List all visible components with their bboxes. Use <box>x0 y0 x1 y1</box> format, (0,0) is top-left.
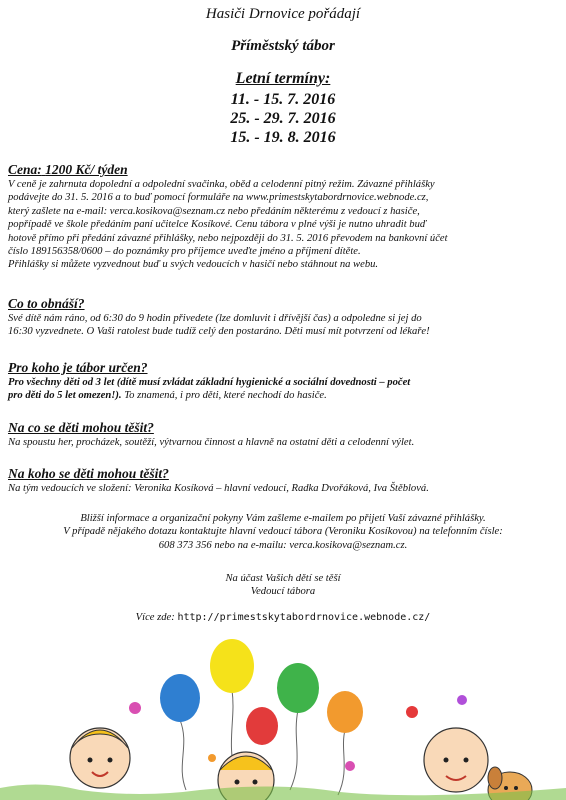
terms-title: Letní termíny: <box>235 70 331 87</box>
team-section <box>8 466 558 495</box>
target-section <box>8 360 558 403</box>
target-heading: Pro koho je tábor určen? <box>8 360 148 375</box>
blue-balloon <box>160 674 200 722</box>
date-2: 25. - 29. 7. 2016 <box>230 110 336 127</box>
kids-balloons-illustration <box>0 630 566 800</box>
organizer-line: Hasiči Drnovice pořádají <box>205 6 361 22</box>
string-4 <box>338 730 345 795</box>
activities-heading: Na co se děti mohou těšit? <box>8 420 154 435</box>
price-line-3: který zašlete na e-mail: verca.kosikova@seznam.cz nebo předáním některému z vedoucí z hasiče, <box>8 205 420 217</box>
string-3 <box>290 710 298 790</box>
flower-icon <box>406 706 418 718</box>
price-value: 1200 Kč/ týden <box>45 162 128 177</box>
includes-line-2: 16:30 vyzvednete. O Vaši ratolest bude tudíž celý den postaráno. Děti musí mít potvrzení od lékaře! <box>8 326 430 338</box>
includes-line-1: Své dítě nám ráno, od 6:30 do 9 hodin přivedete (lze domluvit i dřívější čas) a odpoledne si jej do <box>8 313 422 324</box>
includes-section <box>8 296 558 339</box>
flower-icon <box>457 695 467 705</box>
info-line-1: Bližší informace a organizační pokyny Vám zašleme e-mailem po přijetí Vaší závazné přihlášky. <box>80 513 486 524</box>
closing-block <box>0 572 566 599</box>
web-label: Více zde: <box>135 612 175 623</box>
team-heading: Na koho se děti mohou těšit? <box>8 466 169 481</box>
price-section <box>8 162 558 272</box>
price-line-2: podávejte do 31. 5. 2016 a to buď pomocí formuláře na www.primestskytabordrnovice.webnode.cz, <box>8 192 429 204</box>
target-bold-line-2: pro děti do 5 let omezen!). <box>8 390 122 402</box>
flowers <box>87 695 467 771</box>
team-text: Na tým vedoucích ve složení: Veronika Kosíková – hlavní vedoucí, Radka Dvořáková, Iva Štěblová. <box>8 483 429 494</box>
activities-section <box>8 420 558 449</box>
price-line-1: V ceně je zahrnuta dopolední a odpolední svačinka, oběd a celodenní pitný režim. Závazné přihlášky <box>8 179 435 190</box>
flower-icon <box>208 754 216 762</box>
price-label: Cena: <box>8 162 42 177</box>
target-bold-line-1: Pro všechny děti od 3 let (dítě musí zvládat základní hygienické a sociální dovednosti – počet <box>8 377 411 388</box>
info-block <box>0 512 566 552</box>
date-3: 15. - 19. 8. 2016 <box>230 129 336 146</box>
flower-icon <box>129 702 141 714</box>
info-line-2: V případě nějakého dotazu kontaktujte hlavní vedoucí tábora (Veroniku Kosíkovou) na telefonním čísle: <box>63 526 503 538</box>
price-line-5: hotově přímo při předání závazné přihlášky, nebo nejpozději do 31. 5. 2016 převodem na bankovní účet <box>8 232 448 244</box>
price-line-7: Přihlášky si můžete vyzvednout buď u svých vedoucích v hasičí nebo stáhnout na webu. <box>8 259 379 271</box>
target-plain: To znamená, i pro děti, které nechodí do hasiče. <box>124 390 327 402</box>
info-line-3: 608 373 356 nebo na e-mailu: verca.kosikova@seznam.cz. <box>158 539 408 551</box>
kid-right <box>424 728 488 792</box>
yellow-balloon <box>210 639 254 693</box>
activities-text: Na spoustu her, procházek, soutěží, výtvarnou činnost a hlavně na ostatní děti a celodenní výlet. <box>8 437 415 448</box>
string-2 <box>180 720 186 790</box>
dates-list <box>0 90 566 147</box>
price-line-4: popřípadě ve škole předáním paní učitelce Kosíkové. Cenu tábora v plné výši je nutno uhradit buď <box>8 219 427 231</box>
closing-line-1: Na účast Vašich dětí se těší <box>225 573 341 584</box>
date-1: 11. - 15. 7. 2016 <box>230 91 336 108</box>
flower-icon <box>345 761 355 771</box>
target-line-2 <box>8 389 558 402</box>
kid-left <box>70 728 130 788</box>
green-balloon <box>277 663 319 713</box>
red-balloon <box>246 707 278 745</box>
web-line <box>0 612 566 623</box>
closing-line-2: Vedoucí tábora <box>250 586 316 598</box>
grass <box>0 784 566 800</box>
orange-balloon <box>327 691 363 733</box>
web-url[interactable]: http://primestskytabordrnovice.webnode.cz/ <box>177 612 431 623</box>
price-line-6: číslo 189156358/0600 – do poznámky pro příjemce uveďte jméno a příjmení dítěte. <box>8 246 361 258</box>
price-heading <box>8 162 558 178</box>
camp-title: Příměstský tábor <box>231 38 335 54</box>
includes-heading: Co to obnáší? <box>8 296 85 311</box>
